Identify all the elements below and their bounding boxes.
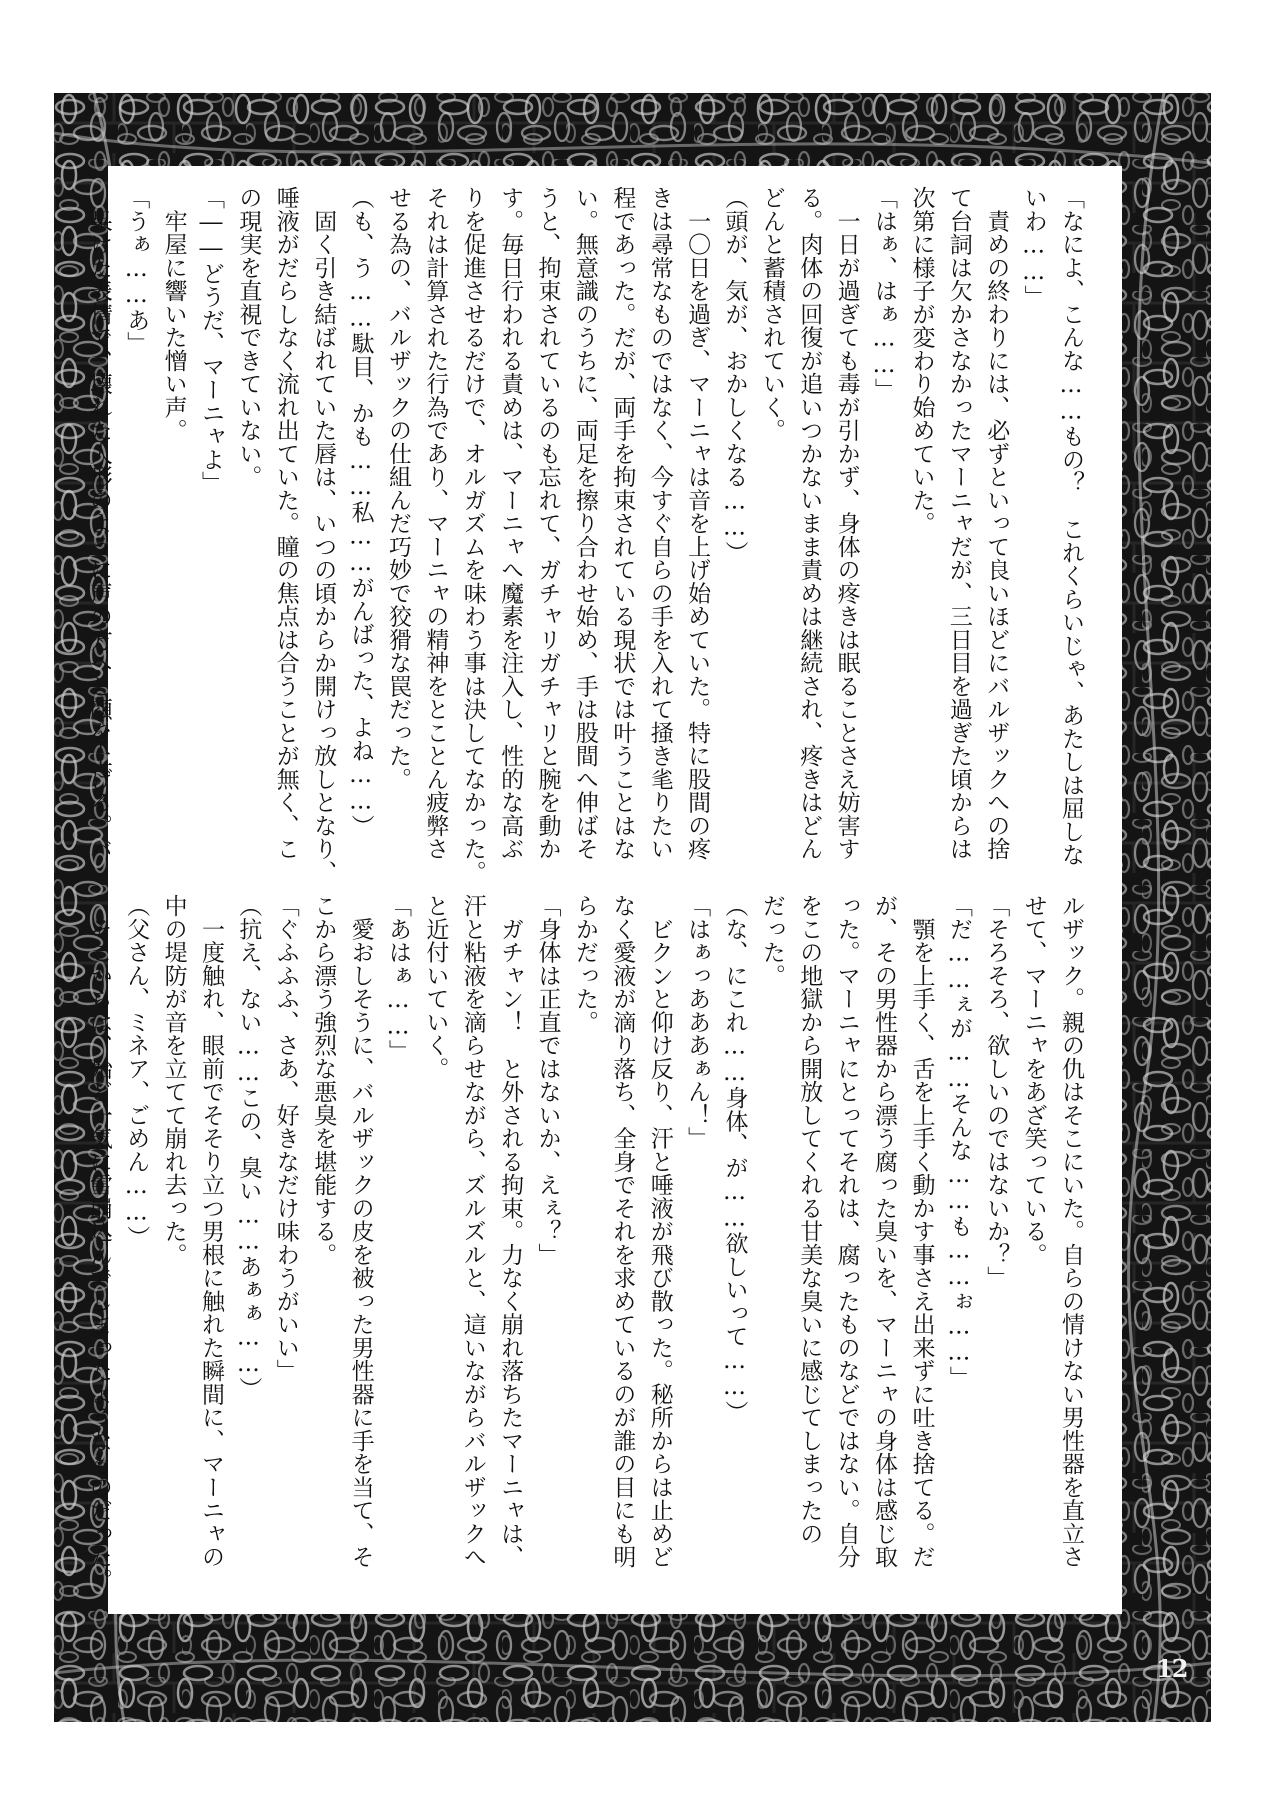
text-line: った。マーニャにとってそれは、腐ったものなどではない。自分 (833, 894, 860, 1569)
text-line: 中の堤防が音を立てて崩れ去った。 (160, 894, 187, 1266)
text-line: それは計算された行為であり、マーニャの精神をとことん疲弊さ (422, 186, 449, 861)
text-line: 一度触れ、眼前でそそり立つ男根に触れた瞬間に、マーニャの (198, 894, 225, 1569)
text-line: ビクンと仰け反り、汗と唾液が飛び散った。秘所からは止めど (646, 894, 673, 1569)
text-line: （も、う……駄目、かも……私……がんばった、よね……） (347, 186, 374, 838)
text-line: 一日が過ぎても毒が引かず、身体の疼きは眠ることさえ妨害す (833, 186, 860, 861)
text-line: きは尋常なものではなく、今すぐ自らの手を入れて掻き毟りたい (646, 186, 673, 861)
text-line: 責めの終わりには、必ずといって良いほどにバルザックへの捨 (983, 186, 1010, 861)
text-line: て台詞は欠かさなかったマーニャだが、三日目を過ぎた頃からは (945, 186, 972, 861)
text-panel (85, 166, 1122, 1614)
text-line: 「そろそろ、欲しいのではないか？」 (983, 894, 1010, 1290)
text-line: 顎を上手く、舌を上手く動かす事さえ出来ずに吐き捨てる。だ (908, 894, 935, 1569)
text-line: と近付いていく。 (422, 894, 449, 1080)
text-line: （な、にこれ……身体、が……欲しいって……） (721, 894, 748, 1424)
text-line: 「なによ、こんな……もの？ これくらいじゃ、あたしは屈しな (1058, 186, 1084, 867)
text-line: の現実を直視できていない。 (235, 186, 262, 489)
text-line: せる為の、バルザックの仕組んだ巧妙で狡猾な罠だった。 (384, 186, 411, 791)
text-line: （父さん、ミネア、ごめん……） (123, 894, 150, 1249)
text-line: い。無意識のうちに、両足を擦り合わせ始め、手は股間へ伸ばそ (571, 186, 598, 861)
text-line: 程であった。だが、両手を拘束されている現状では叶うことはな (609, 186, 636, 861)
text-line: 「はぁっあああぁん！」 (684, 894, 711, 1150)
upper-text-block (79, 186, 1089, 884)
text-line: うと、拘束されているのも忘れて、ガチャリガチャリと腕を動か (534, 186, 561, 861)
text-line: なく愛液が滴り落ち、全身でそれを求めているのが誰の目にも明 (609, 894, 636, 1569)
page-number: 12 (1156, 1654, 1188, 1683)
text-line: どんと蓄積されていく。 (758, 186, 785, 442)
text-line: こから漂う強烈な悪臭を堪能する。 (310, 894, 337, 1266)
text-line: 牢屋に響いた憎い声。 (160, 186, 187, 442)
text-line: らかだった。 (571, 894, 598, 1034)
text-line: 呆けた表情で、壊れた人形のように声の方へと顔を上げる。バ (85, 186, 112, 861)
text-line: をこの地獄から開放してくれる甘美な臭いに感じてしまったの (796, 894, 823, 1545)
text-line: 「――どうだ、マーニャよ」 (198, 186, 225, 495)
text-line: そこからは、殆ど一気に雪崩込んでしまったようなものだった。 (85, 894, 112, 1592)
text-line: 唾液がだらしなく流れ出ていた。瞳の焦点は合うことが無く、こ (272, 186, 299, 861)
text-line: す。毎日行われる責めは、マーニャへ魔素を注入し、性的な高ぶ (497, 186, 524, 861)
text-line: （頭が、気が、おかしくなる……） (721, 186, 748, 564)
text-line: 「はぁ、はぁ……」 (871, 186, 898, 402)
text-line: 「うぁ……あ」 (123, 186, 150, 355)
text-line: 「身体は正直ではないか、えぇ？」 (534, 894, 561, 1266)
text-line: 固く引き結ばれていた唇は、いつの頃からか開けっ放しとなり、 (310, 186, 337, 884)
text-line: 「ぐふふふ、さあ、好きなだけ味わうがいい」 (272, 894, 299, 1383)
text-line: 次第に様子が変わり始めていた。 (908, 186, 935, 535)
text-line: 汗と粘液を滴らせながら、ズルズルと、這いながらバルザックへ (459, 894, 486, 1569)
text-line: 一〇日を過ぎ、マーニャは音を上げ始めていた。特に股間の疼 (684, 186, 711, 861)
text-line: ルザック。親の仇はそこにいた。自らの情けない男性器を直立さ (1058, 894, 1084, 1569)
text-line: 「だ……ぇが……そんな……も……ぉ……」 (945, 894, 972, 1389)
text-line: る。肉体の回復が追いつかないまま責めは継続され、疼きはどん (796, 186, 823, 861)
text-line: いわ……」 (1020, 186, 1047, 309)
text-line: せて、マーニャをあざ笑っている。 (1020, 894, 1047, 1266)
lower-text-block (79, 894, 1089, 1592)
text-line: が、その男性器から漂う腐った臭いを、マーニャの身体は感じ取 (871, 894, 898, 1569)
text-line: だった。 (758, 894, 785, 987)
text-line: りを促進させるだけで、オルガズムを味わう事は決してなかった。 (459, 186, 486, 884)
text-line: 「あはぁ……」 (384, 894, 411, 1063)
text-line: ガチャン！ と外される拘束。力なく崩れ落ちたマーニャは、 (497, 894, 524, 1569)
text-line: 愛おしそうに、バルザックの皮を被った男性器に手を当て、そ (347, 894, 374, 1569)
text-line: （抗え、ない……この、臭い……あぁぁ……） (235, 894, 262, 1401)
